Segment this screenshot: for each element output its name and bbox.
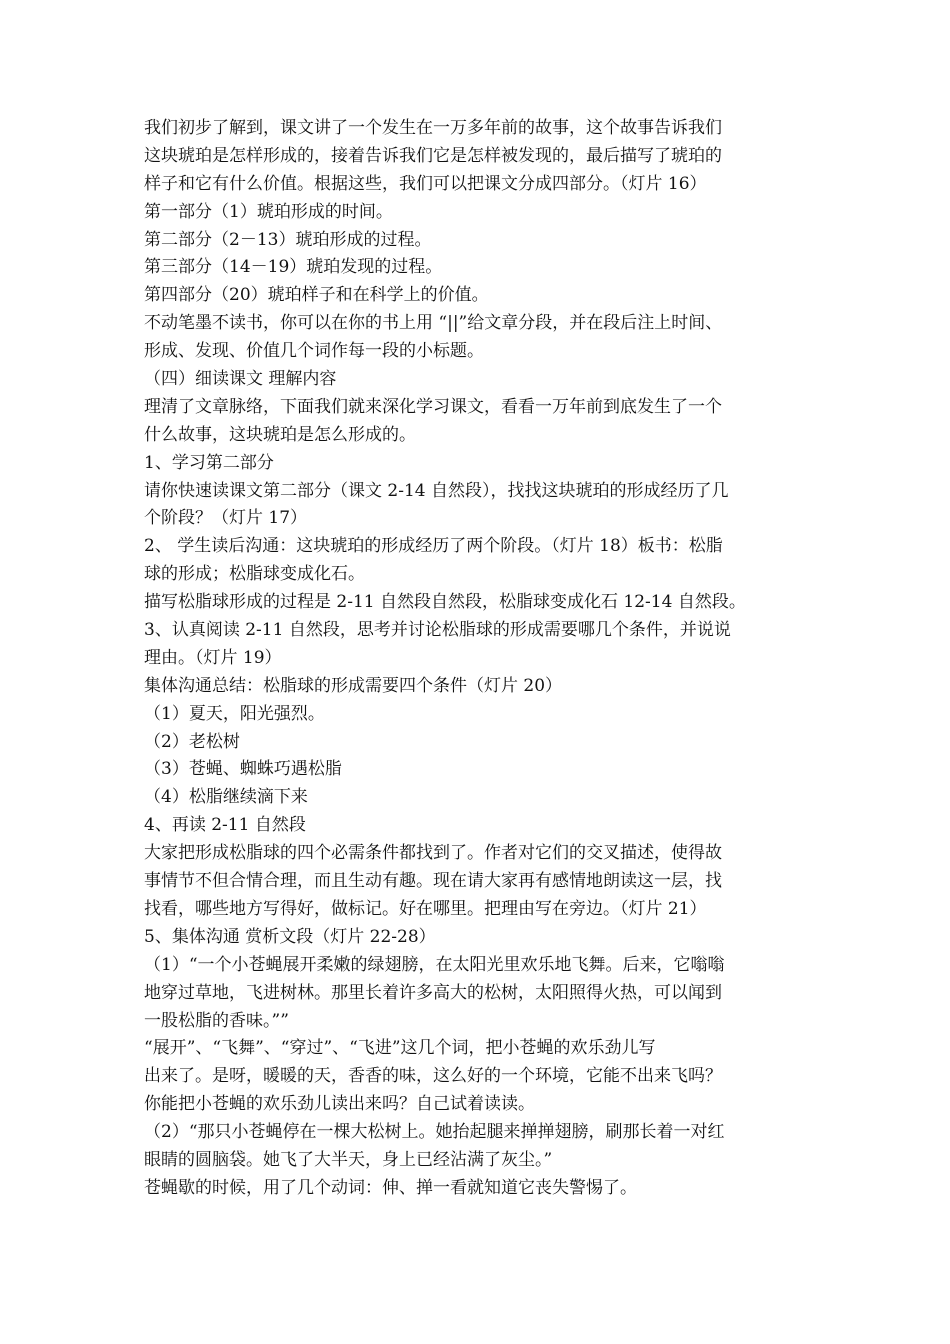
- paragraph: [144, 673, 824, 701]
- paragraph: [144, 701, 824, 729]
- paragraph: [144, 589, 824, 617]
- paragraph: [144, 784, 824, 812]
- paragraph: [144, 227, 824, 255]
- text-line: 这块琥珀是怎样形成的，接着告诉我们它是怎样被发现的，最后描写了琥珀的: [144, 145, 722, 166]
- paragraph: [144, 533, 824, 589]
- text-line: 一股松脂的香味。””: [144, 1010, 289, 1031]
- text-line: 集体沟通总结：松脂球的形成需要四个条件（灯片 20）: [144, 675, 563, 696]
- text-line: 形成、发现、价值几个词作每一段的小标题。: [144, 341, 484, 362]
- text-line: 球的形成；松脂球变成化石。: [144, 564, 365, 585]
- text-line: 理清了文章脉络，下面我们就来深化学习课文，看看一万年前到底发生了一个: [144, 396, 722, 417]
- text-line: “展开”、“飞舞”、“穿过”、“飞进”这几个词，把小苍蝇的欢乐劲儿写: [144, 1038, 656, 1059]
- text-line: （四）细读课文 理解内容: [144, 369, 337, 390]
- text-line: 第四部分（20）琥珀样子和在科学上的价值。: [144, 285, 489, 306]
- text-line: 找看，哪些地方写得好，做标记。好在哪里。把理由写在旁边。（灯片 21）: [144, 898, 707, 919]
- text-line: 描写松脂球形成的过程是 2-11 自然段自然段，松脂球变成化石 12-14 自然段。: [144, 592, 746, 613]
- text-line: 事情节不但合情合理，而且生动有趣。现在请大家再有感情地朗读这一层，找: [144, 871, 722, 892]
- text-line: 你能把小苍蝇的欢乐劲儿读出来吗？自己试着读读。: [144, 1094, 535, 1115]
- text-line: 眼睛的圆脑袋。她飞了大半天，身上已经沾满了灰尘。”: [144, 1149, 553, 1170]
- paragraph: [144, 1035, 824, 1119]
- text-line: （2）“那只小苍蝇停在一棵大松树上。她抬起腿来掸掸翅膀，刷那长着一对红: [144, 1122, 725, 1143]
- paragraph: [144, 478, 824, 534]
- text-line: 样子和它有什么价值。根据这些，我们可以把课文分成四部分。（灯片 16）: [144, 173, 707, 194]
- text-line: 5、集体沟通 赏析文段（灯片 22-28）: [144, 926, 436, 947]
- text-line: 我们初步了解到，课文讲了一个发生在一万多年前的故事，这个故事告诉我们: [144, 118, 722, 138]
- text-line: 请你快速读课文第二部分（课文 2-14 自然段），找找这块琥珀的形成经历了几: [144, 480, 729, 501]
- text-line: 不动笔墨不读书，你可以在你的书上用 “||”给文章分段，并在段后注上时间、: [144, 313, 723, 334]
- paragraph: [144, 924, 824, 952]
- paragraph: [144, 812, 824, 840]
- text-line: 3、认真阅读 2-11 自然段，思考并讨论松脂球的形成需要哪几个条件，并说说: [144, 620, 731, 641]
- paragraph: [144, 617, 824, 673]
- text-line: 第一部分（1）琥珀形成的时间。: [144, 201, 393, 222]
- text-line: 出来了。是呀，暖暖的天，香香的味，这么好的一个环境，它能不出来飞吗？: [144, 1066, 722, 1087]
- text-line: 地穿过草地，飞进树林。那里长着许多高大的松树，太阳照得火热，可以闻到: [144, 982, 722, 1003]
- paragraph: [144, 1119, 824, 1175]
- paragraph: [144, 840, 824, 924]
- text-line: 个阶段？（灯片 17）: [144, 508, 308, 529]
- paragraph: [144, 952, 824, 1036]
- paragraph: [144, 282, 824, 310]
- paragraph: [144, 1175, 824, 1203]
- text-line: （1）“一个小苍蝇展开柔嫩的绿翅膀，在太阳光里欢乐地飞舞。后来，它嗡嗡: [144, 954, 725, 975]
- paragraph: [144, 756, 824, 784]
- text-line: 什么故事，这块琥珀是怎么形成的。: [144, 424, 416, 445]
- document-page: [144, 115, 824, 1203]
- paragraph: [144, 199, 824, 227]
- text-line: 大家把形成松脂球的四个必需条件都找到了。作者对它们的交叉描述，使得故: [144, 843, 722, 864]
- paragraph: [144, 115, 824, 199]
- text-line: （2）老松树: [144, 731, 240, 752]
- text-line: （1）夏天，阳光强烈。: [144, 703, 325, 724]
- text-line: 第三部分（14－19）琥珀发现的过程。: [144, 257, 443, 278]
- text-line: 2、 学生读后沟通：这块琥珀的形成经历了两个阶段。（灯片 18）板书：松脂: [144, 536, 723, 557]
- paragraph: [144, 254, 824, 282]
- text-line: （3）苍蝇、蜘蛛巧遇松脂: [144, 759, 342, 780]
- paragraph: [144, 729, 824, 757]
- text-line: 4、再读 2-11 自然段: [144, 815, 306, 836]
- paragraph: [144, 366, 824, 394]
- text-line: （4）松脂继续滴下来: [144, 787, 308, 808]
- paragraph: [144, 310, 824, 366]
- paragraph: [144, 394, 824, 450]
- text-line: 苍蝇歇的时候，用了几个动词：伸、掸一看就知道它丧失警惕了。: [144, 1177, 637, 1198]
- text-line: 第二部分（2－13）琥珀形成的过程。: [144, 229, 432, 250]
- text-line: 1、学习第二部分: [144, 452, 274, 473]
- paragraph: [144, 450, 824, 478]
- text-line: 理由。（灯片 19）: [144, 647, 282, 668]
